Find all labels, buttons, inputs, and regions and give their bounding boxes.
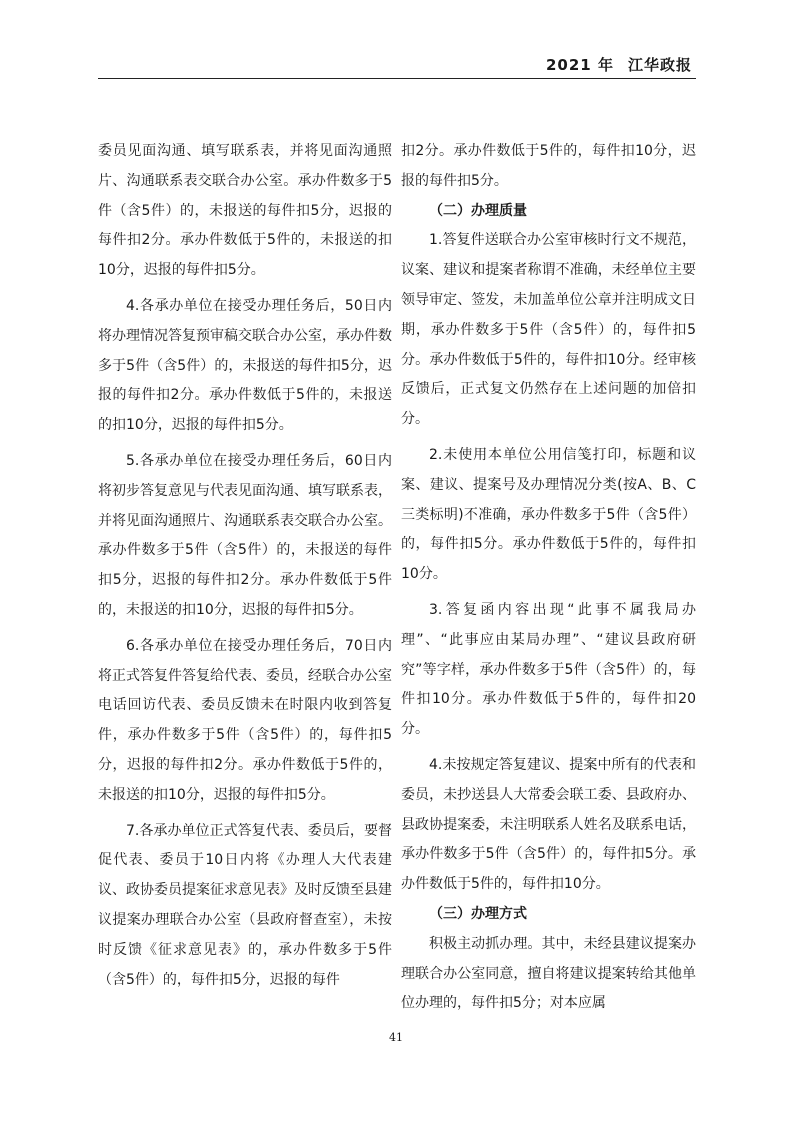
running-header [98, 44, 696, 79]
header-year: 2021 年 [546, 56, 614, 74]
paragraph: 委员见面沟通、填写联系表，并将见面沟通照片、沟通联系表交联合办公室。承办件数多于5件（含5件）的，未报送的每件扣5分，迟报的每件扣2分。承办件数低于5件的，未报送的扣10分，迟报的每件扣5分。 [98, 143, 392, 279]
paragraph: 积极主动抓办理。其中，未经县建议提案办理联合办公室同意，擅自将建议提案转给其他单位办理的，每件扣5分；对本应属 [401, 935, 696, 1012]
paragraph: 3.答复函内容出现“此事不属我局办理”、“此事应由某局办理”、“建议县政府研究”等字样，承办件数多于5件（含5件）的，每件扣10分。承办件数低于5件的，每件扣20分。 [401, 601, 696, 738]
paragraph: 7.各承办单位正式答复代表、委员后，要督促代表、委员于10日内将《办理人大代表建议、政协委员提案征求意见表》及时反馈至县建议提案办理联合办公室（县政府督查室），未按时反馈《征求意见表》的，承办件数多于5件（含5件）的，每件扣5分，迟报的每件 [98, 822, 392, 988]
section-heading: （二）办理质量 [429, 202, 527, 219]
left-column [98, 137, 392, 995]
paragraph: 6.各承办单位在接受办理任务后，70日内将正式答复件答复给代表、委员，经联合办公室电话回访代表、委员反馈未在时限内收到答复件，承办件数多于5件（含5件）的，每件扣5分，迟报的每件扣2分。承办件数低于5件的，未报送的扣10分，迟报的每件扣5分。 [98, 637, 392, 803]
paragraph: 5.各承办单位在接受办理任务后，60日内将初步答复意见与代表见面沟通、填写联系表，并将见面沟通照片、沟通联系表交联合办公室。承办件数多于5件（含5件）的，未报送的每件扣5分，迟报的每件扣2分。承办件数低于5件的，未报送的扣10分，迟报的每件扣5分。 [98, 452, 392, 618]
paragraph: 扣2分。承办件数低于5件的，每件扣10分，迟报的每件扣5分。 [401, 143, 696, 189]
page-number: 41 [389, 1031, 403, 1044]
paragraph: 4.未按规定答复建议、提案中所有的代表和委员，未抄送县人大常委会联工委、县政府办、县政协提案委，未注明联系人姓名及联系电话，承办件数多于5件（含5件）的，每件扣5分。承办件数低于5件的，每件扣10分。 [401, 756, 696, 893]
section-heading: （三）办理方式 [429, 905, 527, 922]
paragraph: 1.答复件送联合办公室审核时行文不规范，议案、建议和提案者称谓不准确，未经单位主要领导审定、签发，未加盖单位公章并注明成文日期，承办件数多于5件（含5件）的，每件扣5分。承办件数低于5件的，每件扣10分。经审核反馈后，正式复文仍然存在上述问题的加倍扣分。 [401, 232, 696, 428]
paragraph: 2.未使用本单位公用信笺打印，标题和议案、建议、提案号及办理情况分类(按A、B、C三类标明)不准确，承办件数多于5件（含5件）的，每件扣5分。承办件数低于5件的，每件扣10分。 [401, 446, 696, 583]
right-column [401, 137, 696, 1019]
header-title: 江华政报 [627, 56, 692, 74]
header-text [546, 54, 692, 75]
paragraph: 4.各承办单位在接受办理任务后，50日内将办理情况答复预审稿交联合办公室，承办件数多于5件（含5件）的，未报送的每件扣5分，迟报的每件扣2分。承办件数低于5件的，未报送的扣10分，迟报的每件扣5分。 [98, 297, 392, 434]
